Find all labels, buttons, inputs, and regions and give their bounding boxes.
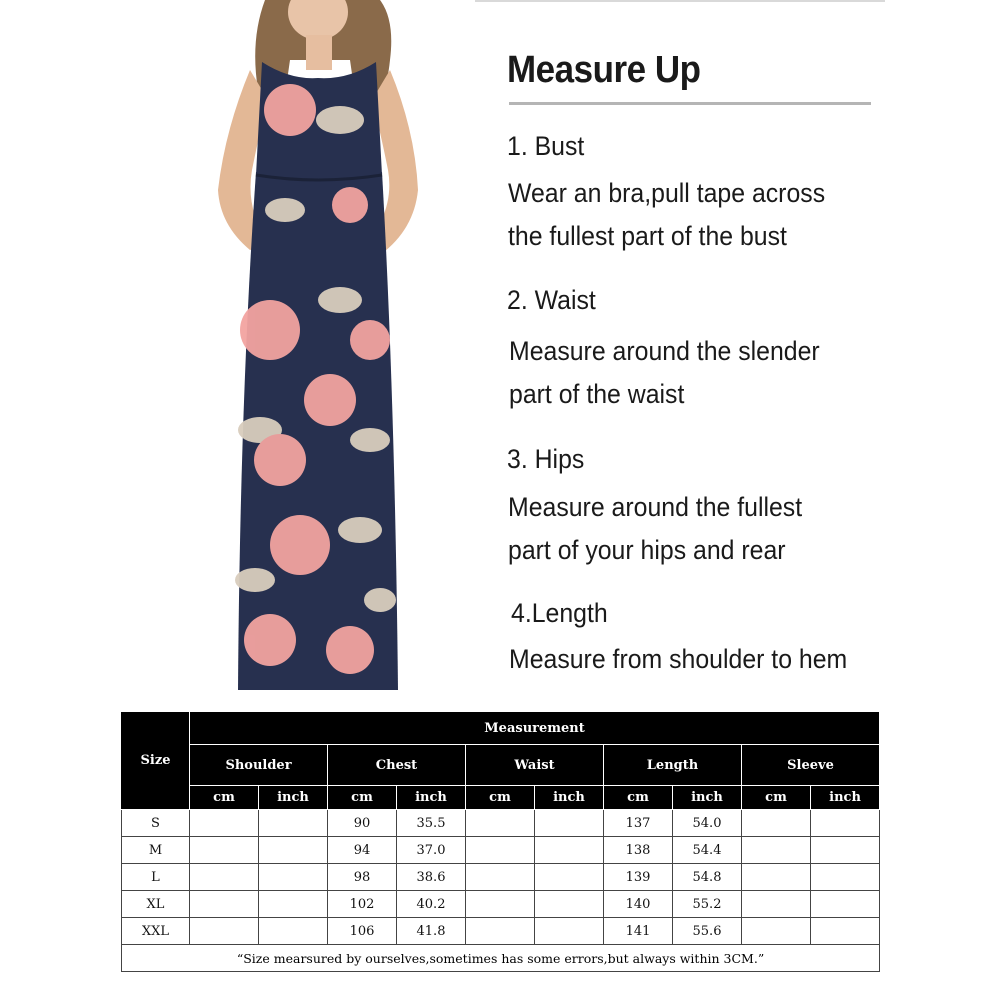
value-cell	[259, 891, 328, 918]
value-cell	[190, 864, 259, 891]
step-line: the fullest part of the bust	[508, 221, 787, 251]
unit-inch: inch	[259, 786, 328, 810]
chest-header: Chest	[328, 745, 466, 786]
value-cell: 37.0	[397, 837, 466, 864]
step-bust-text	[508, 172, 853, 258]
unit-cm: cm	[328, 786, 397, 810]
guide-title: Measure Up	[507, 49, 701, 91]
size-cell: M	[122, 837, 190, 864]
value-cell	[466, 810, 535, 837]
top-divider	[475, 0, 885, 2]
value-cell	[811, 810, 880, 837]
unit-cm: cm	[742, 786, 811, 810]
value-cell: 102	[328, 891, 397, 918]
table-row	[122, 891, 880, 918]
unit-inch: inch	[811, 786, 880, 810]
value-cell: 98	[328, 864, 397, 891]
value-cell	[535, 837, 604, 864]
value-cell: 141	[604, 918, 673, 945]
value-cell: 41.8	[397, 918, 466, 945]
step-line: Measure from shoulder to hem	[509, 644, 848, 674]
value-cell	[190, 918, 259, 945]
value-cell	[811, 891, 880, 918]
value-cell	[259, 918, 328, 945]
unit-inch: inch	[673, 786, 742, 810]
value-cell: 90	[328, 810, 397, 837]
measure-guide	[507, 40, 927, 674]
step-length-text	[509, 638, 877, 681]
value-cell: 40.2	[397, 891, 466, 918]
step-hips-heading: 3. Hips	[507, 444, 585, 474]
value-cell	[259, 837, 328, 864]
value-cell	[259, 864, 328, 891]
value-cell: 137	[604, 810, 673, 837]
measurement-header: Measurement	[190, 712, 880, 745]
value-cell: 55.2	[673, 891, 742, 918]
model-wearing-floral-maxi-dress	[190, 0, 450, 700]
value-cell: 35.5	[397, 810, 466, 837]
size-cell: S	[122, 810, 190, 837]
value-cell	[811, 837, 880, 864]
step-line: Measure around the fullest	[508, 492, 803, 522]
value-cell: 55.6	[673, 918, 742, 945]
size-cell: L	[122, 864, 190, 891]
value-cell: 54.8	[673, 864, 742, 891]
sleeve-header: Sleeve	[742, 745, 880, 786]
step-length-heading: 4.Length	[511, 598, 608, 628]
table-row	[122, 864, 880, 891]
table-row	[122, 918, 880, 945]
unit-inch: inch	[397, 786, 466, 810]
unit-cm: cm	[190, 786, 259, 810]
step-line: part of your hips and rear	[508, 535, 786, 565]
value-cell: 38.6	[397, 864, 466, 891]
length-header: Length	[604, 745, 742, 786]
value-cell: 54.0	[673, 810, 742, 837]
value-cell	[190, 891, 259, 918]
value-cell: 140	[604, 891, 673, 918]
value-cell	[742, 837, 811, 864]
value-cell	[466, 864, 535, 891]
value-cell	[535, 918, 604, 945]
table-row	[122, 810, 880, 837]
product-photo	[190, 0, 450, 700]
value-cell	[190, 837, 259, 864]
value-cell: 54.4	[673, 837, 742, 864]
unit-cm: cm	[604, 786, 673, 810]
value-cell	[811, 918, 880, 945]
value-cell	[466, 891, 535, 918]
step-hips-text	[508, 486, 828, 572]
size-rows	[122, 810, 880, 945]
size-cell: XL	[122, 891, 190, 918]
value-cell	[190, 810, 259, 837]
unit-cm: cm	[466, 786, 535, 810]
step-line: Wear an bra,pull tape across	[508, 178, 826, 208]
step-bust-heading: 1. Bust	[507, 131, 585, 161]
size-column-header: Size	[122, 712, 190, 810]
value-cell	[535, 810, 604, 837]
unit-inch: inch	[535, 786, 604, 810]
value-cell: 106	[328, 918, 397, 945]
step-line: Measure around the slender	[509, 336, 820, 366]
step-line: part of the waist	[509, 379, 685, 409]
step-waist-heading: 2. Waist	[507, 285, 596, 315]
step-waist-text	[509, 330, 847, 416]
size-cell: XXL	[122, 918, 190, 945]
value-cell	[742, 918, 811, 945]
size-chart-table	[121, 711, 880, 972]
value-cell	[535, 864, 604, 891]
value-cell	[466, 837, 535, 864]
value-cell	[259, 810, 328, 837]
size-note: “Size mearsured by ourselves,sometimes has some errors,but always within 3CM.”	[122, 945, 880, 972]
value-cell: 94	[328, 837, 397, 864]
title-divider	[509, 102, 871, 105]
waist-header: Waist	[466, 745, 604, 786]
value-cell	[742, 810, 811, 837]
value-cell	[535, 891, 604, 918]
value-cell	[742, 891, 811, 918]
shoulder-header: Shoulder	[190, 745, 328, 786]
value-cell	[811, 864, 880, 891]
value-cell	[466, 918, 535, 945]
value-cell: 139	[604, 864, 673, 891]
value-cell: 138	[604, 837, 673, 864]
table-row	[122, 837, 880, 864]
value-cell	[742, 864, 811, 891]
